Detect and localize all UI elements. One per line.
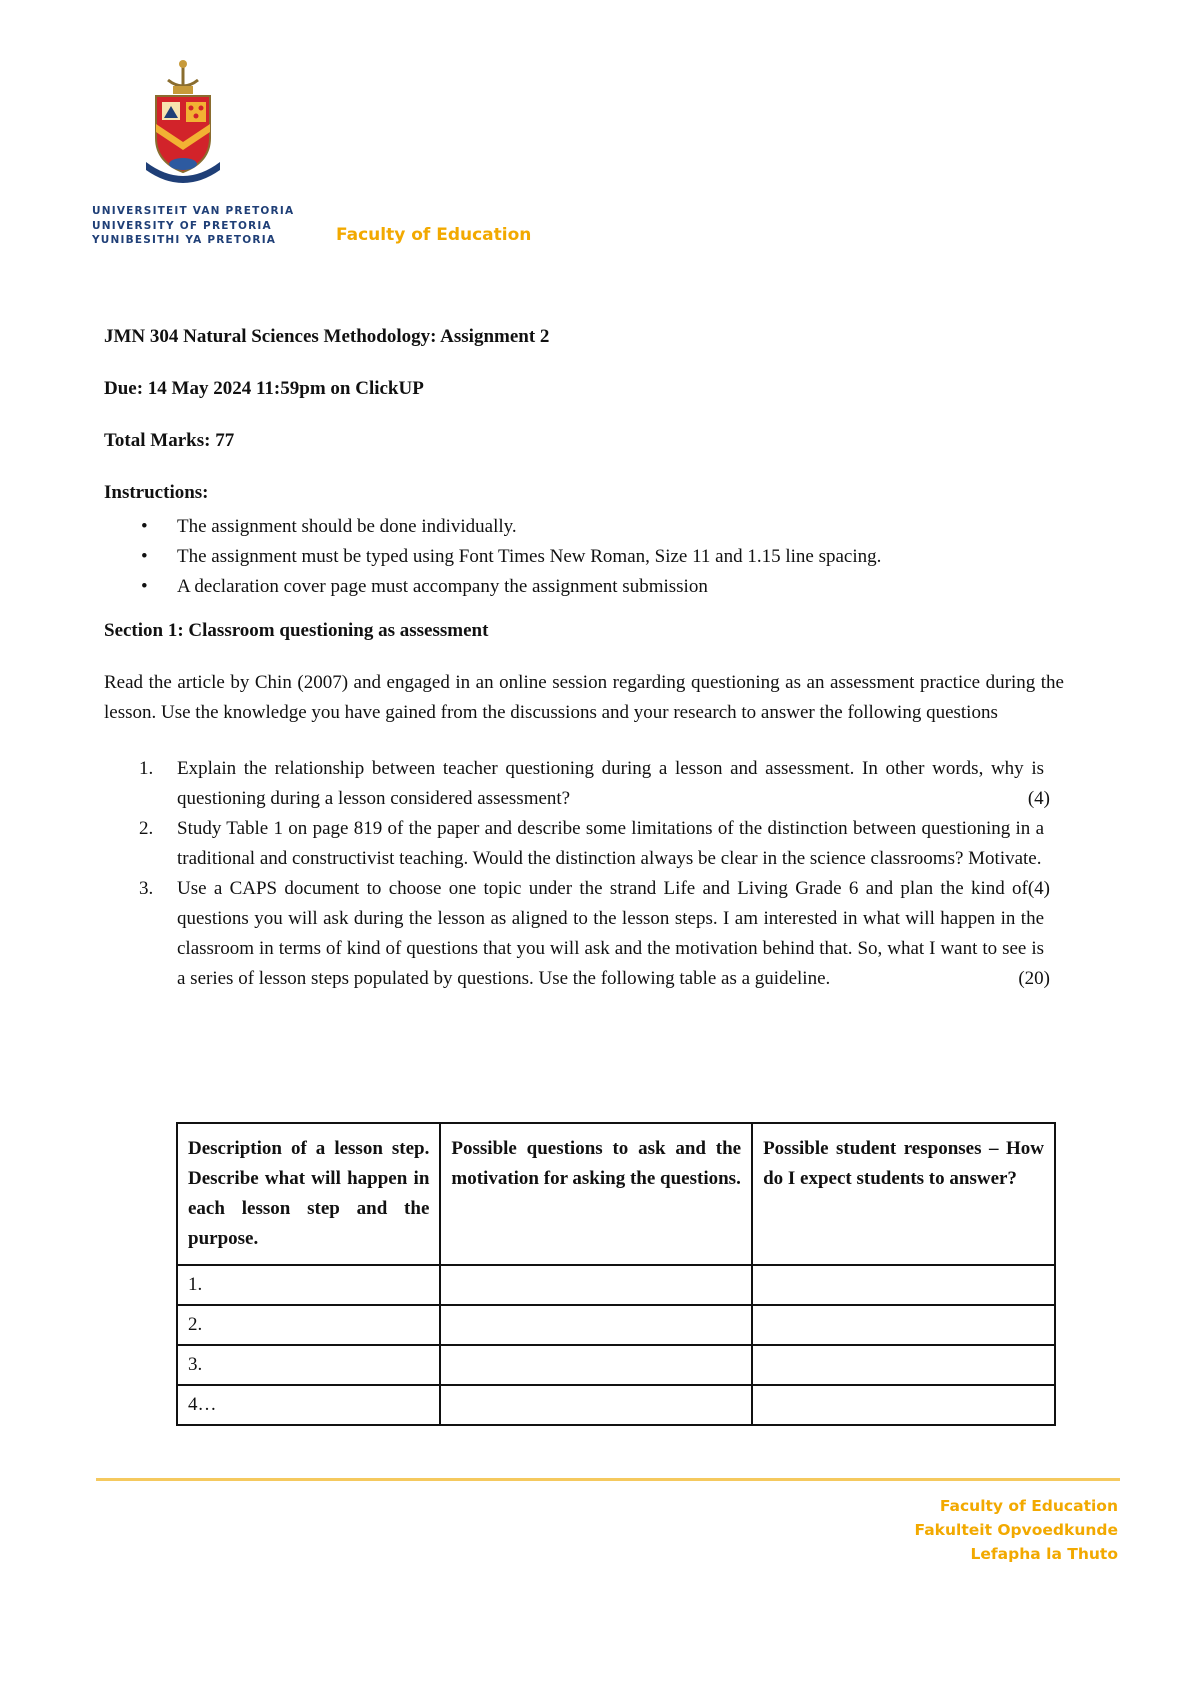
- table-row: [177, 1265, 1055, 1305]
- university-name-english: UNIVERSITY OF PRETORIA: [92, 219, 272, 232]
- table-cell: [440, 1305, 752, 1345]
- question-text: Study Table 1 on page 819 of the paper and describe some limitations of the distinction between questioning in a traditional and constructivist teaching. Would the distinction always be clear in the science classrooms? Motivate.: [177, 818, 1044, 869]
- university-names: [92, 204, 294, 248]
- question-text: Use a CAPS document to choose one topic under the strand Life and Living Grade 6 and plan the kind of questions you will ask during the lesson as aligned to the lesson steps. I am interested in what will happen in the classroom in terms of kind of questions that you will ask and the motivation behind that. So, what I want to see is a series of lesson steps populated by questions. Use the following table as a guideline.: [177, 878, 1044, 989]
- due-date: Due: 14 May 2024 11:59pm on ClickUP: [104, 378, 424, 399]
- university-name-afrikaans: UNIVERSITEIT VAN PRETORIA: [92, 205, 295, 217]
- footer-faculty-names: [915, 1494, 1118, 1566]
- letterhead: [92, 58, 552, 258]
- table-cell: 3.: [177, 1345, 440, 1385]
- table-cell: [752, 1345, 1055, 1385]
- question-marks: (4): [1027, 878, 1050, 899]
- question-marks: (4): [1027, 788, 1050, 809]
- header-possible-questions: Possible questions to ask and the motivation for asking the questions.: [440, 1123, 752, 1265]
- footer-line-sepedi: Lefapha la Thuto: [970, 1545, 1118, 1563]
- question-item: [139, 754, 1064, 814]
- table-cell: 4…: [177, 1385, 440, 1425]
- table-row: [177, 1385, 1055, 1425]
- document-body: [104, 326, 1064, 994]
- question-list: [104, 754, 1064, 994]
- footer-line-english: Faculty of Education: [939, 1497, 1118, 1515]
- instructions-list: [104, 512, 1064, 602]
- table-cell: [440, 1345, 752, 1385]
- table-cell: [440, 1385, 752, 1425]
- question-number: 1.: [139, 758, 154, 779]
- instruction-item: • The assignment should be done individually.: [177, 512, 1064, 542]
- university-crest-icon: [138, 58, 228, 194]
- table-cell: [752, 1385, 1055, 1425]
- footer-divider: [96, 1478, 1120, 1481]
- university-name-sepedi: YUNIBESITHI YA PRETORIA: [92, 234, 277, 246]
- question-item: [139, 874, 1064, 994]
- table-cell: 1.: [177, 1265, 440, 1305]
- footer-line-afrikaans: Fakulteit Opvoedkunde: [914, 1521, 1118, 1539]
- instructions-heading: Instructions:: [104, 482, 209, 503]
- lesson-plan-table: [176, 1122, 1056, 1426]
- question-number: 2.: [139, 818, 154, 839]
- section-intro: Read the article by Chin (2007) and engaged in an online session regarding questioning as an assessment practice during the lesson. Use the knowledge you have gained from the discussions and your research to answer the following questions: [104, 672, 1064, 723]
- table-cell: 2.: [177, 1305, 440, 1345]
- table-header-row: [177, 1123, 1055, 1265]
- instruction-item: • The assignment must be typed using Font Times New Roman, Size 11 and 1.15 line spacing.: [177, 542, 1064, 572]
- total-marks: Total Marks: 77: [104, 430, 235, 451]
- instruction-item: • A declaration cover page must accompany the assignment submission: [177, 572, 1064, 602]
- section-title: Section 1: Classroom questioning as assessment: [104, 620, 489, 641]
- question-item: [139, 814, 1064, 899]
- table-cell: [752, 1305, 1055, 1345]
- table-row: [177, 1345, 1055, 1385]
- header-lesson-step: Description of a lesson step. Describe what will happen in each lesson step and the purpose.: [177, 1123, 440, 1265]
- assignment-title: JMN 304 Natural Sciences Methodology: Assignment 2: [104, 326, 550, 347]
- question-number: 3.: [139, 878, 154, 899]
- header-student-responses: Possible student responses – How do I expect students to answer?: [752, 1123, 1055, 1265]
- question-marks: (20): [1018, 968, 1050, 989]
- table-cell: [752, 1265, 1055, 1305]
- table-cell: [440, 1265, 752, 1305]
- table-row: [177, 1305, 1055, 1345]
- question-text: Explain the relationship between teacher questioning during a lesson and assessment. In other words, why is questioning during a lesson considered assessment?: [177, 758, 1044, 809]
- faculty-name: Faculty of Education: [336, 225, 532, 245]
